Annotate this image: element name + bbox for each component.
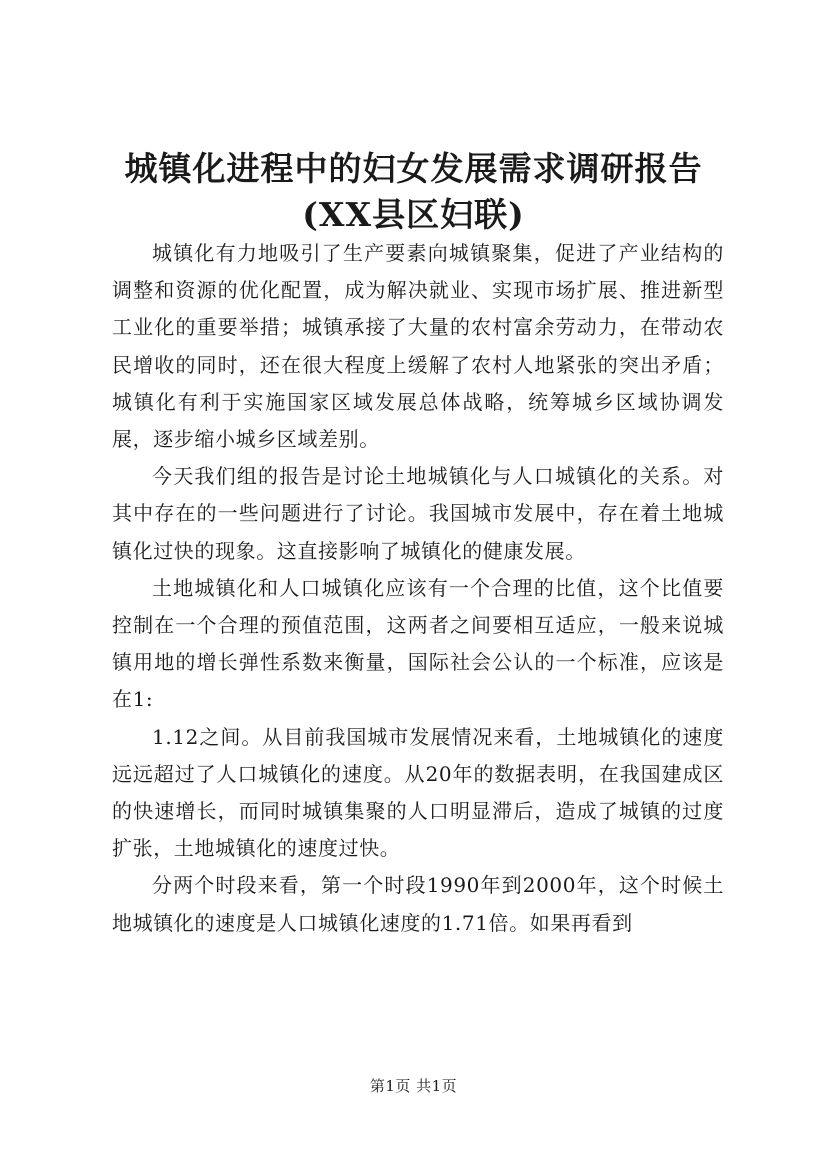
paragraph-1: 城镇化有力地吸引了生产要素向城镇聚集，促进了产业结构的调整和资源的优化配置，成为解决就业、实现市场扩展、推进新型工业化的重要举措；城镇承接了大量的农村富余劳动力，在带动农民增收的同时，还在很大程度上缓解了农村人地紧张的突出矛盾；城镇化有利于实施国家区域发展总体战略，统筹城乡区域协调发展，逐步缩小城乡区域差别。	[112, 241, 724, 452]
document-title: 城镇化进程中的妇女发展需求调研报告(XX县区妇联)	[124, 149, 703, 234]
paragraph-4: 1.12之间。从目前我国城市发展情况来看，土地城镇化的速度远远超过了人口城镇化的速度。从20年的数据表明，在我国建成区的快速增长，而同时城镇集聚的人口明显滞后，造成了城镇的过度扩张，土地城镇化的速度过快。	[112, 724, 724, 861]
paragraph-3: 土地城镇化和人口城镇化应该有一个合理的比值，这个比值要控制在一个合理的预值范围，这两者之间要相互适应，一般来说城镇用地的增长弹性系数来衡量，国际社会公认的一个标准，应该是在1:	[112, 575, 724, 712]
page-footer: 第1页 共1页	[369, 1077, 458, 1095]
paragraph-2: 今天我们组的报告是讨论土地城镇化与人口城镇化的关系。对其中存在的一些问题进行了讨论。我国城市发展中，存在着土地城镇化过快的现象。这直接影响了城镇化的健康发展。	[112, 464, 724, 563]
document-body	[112, 235, 724, 942]
paragraph-5: 分两个时段来看，第一个时段1990年到2000年，这个时候土地城镇化的速度是人口城镇化速度的1.71倍。如果再看到	[112, 873, 724, 935]
